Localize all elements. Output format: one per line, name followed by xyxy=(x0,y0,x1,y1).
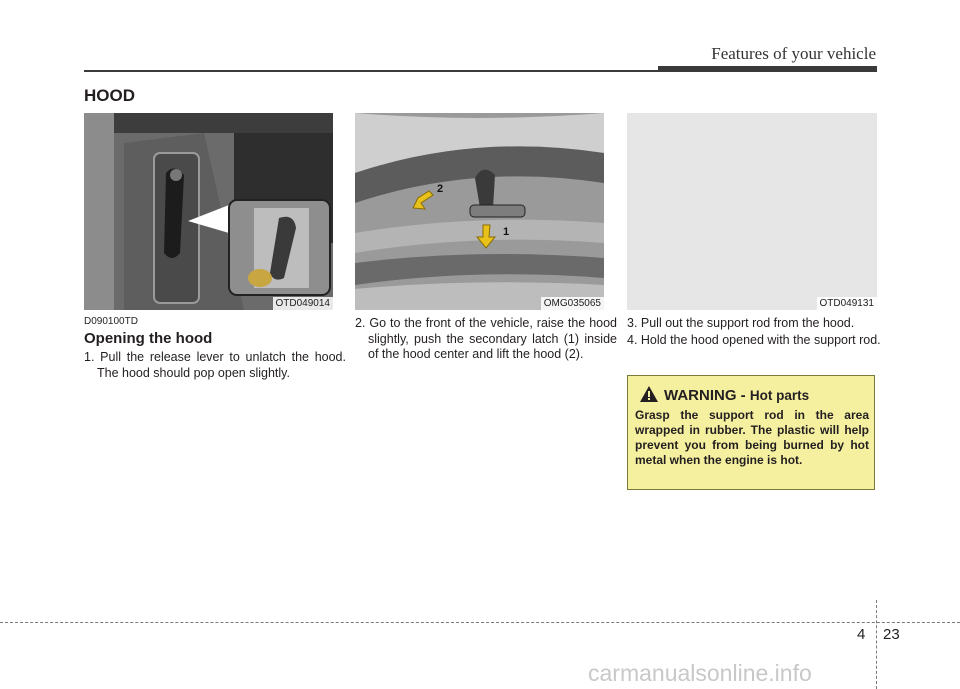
footer-divider xyxy=(876,600,877,689)
watermark: carmanualsonline.info xyxy=(588,660,812,686)
callout-2: 2 xyxy=(437,183,444,195)
hood-release-lever-illustration xyxy=(84,113,333,310)
hood-support-rod-photo xyxy=(627,113,877,310)
hood-secondary-latch-photo xyxy=(355,113,604,310)
step-3: 3. Pull out the support rod from the hood. xyxy=(627,316,855,330)
chapter-number: 4 xyxy=(857,626,866,643)
photo-caption: OTD049014 xyxy=(273,297,333,310)
step-2: 2. Go to the front of the vehicle, raise the hood slightly, push the secondary latch (1) inside of the hood center and lift the hood (2). xyxy=(355,316,617,361)
document-code: D090100TD xyxy=(84,316,138,327)
warning-label: WARNING - xyxy=(664,387,750,404)
hood-release-lever-photo xyxy=(84,113,333,310)
warning-text: Grasp the support rod in the area wrapped in rubber. The plastic will help prevent you from being burned by hot metal when the engine is hot. xyxy=(635,408,869,467)
photo-caption: OTD049131 xyxy=(817,297,877,310)
callout-1: 1 xyxy=(503,226,510,238)
subsection-title: Opening the hood xyxy=(84,330,213,347)
hood-secondary-latch-illustration xyxy=(355,113,604,310)
footer-rule xyxy=(0,622,960,623)
warning-box xyxy=(627,375,875,490)
warning-triangle-icon xyxy=(640,386,658,406)
page-header-title: Features of your vehicle xyxy=(711,44,876,63)
section-title: HOOD xyxy=(84,86,135,105)
header-rule-accent xyxy=(658,66,877,72)
step-4: 4. Hold the hood opened with the support rod. xyxy=(627,333,881,347)
page-number: 23 xyxy=(883,626,900,643)
photo-caption: OMG035065 xyxy=(541,297,604,310)
warning-title: Hot parts xyxy=(749,388,810,403)
step-1: 1. Pull the release lever to unlatch the hood. The hood should pop open slightly. xyxy=(84,350,346,380)
warning-heading xyxy=(640,386,809,406)
